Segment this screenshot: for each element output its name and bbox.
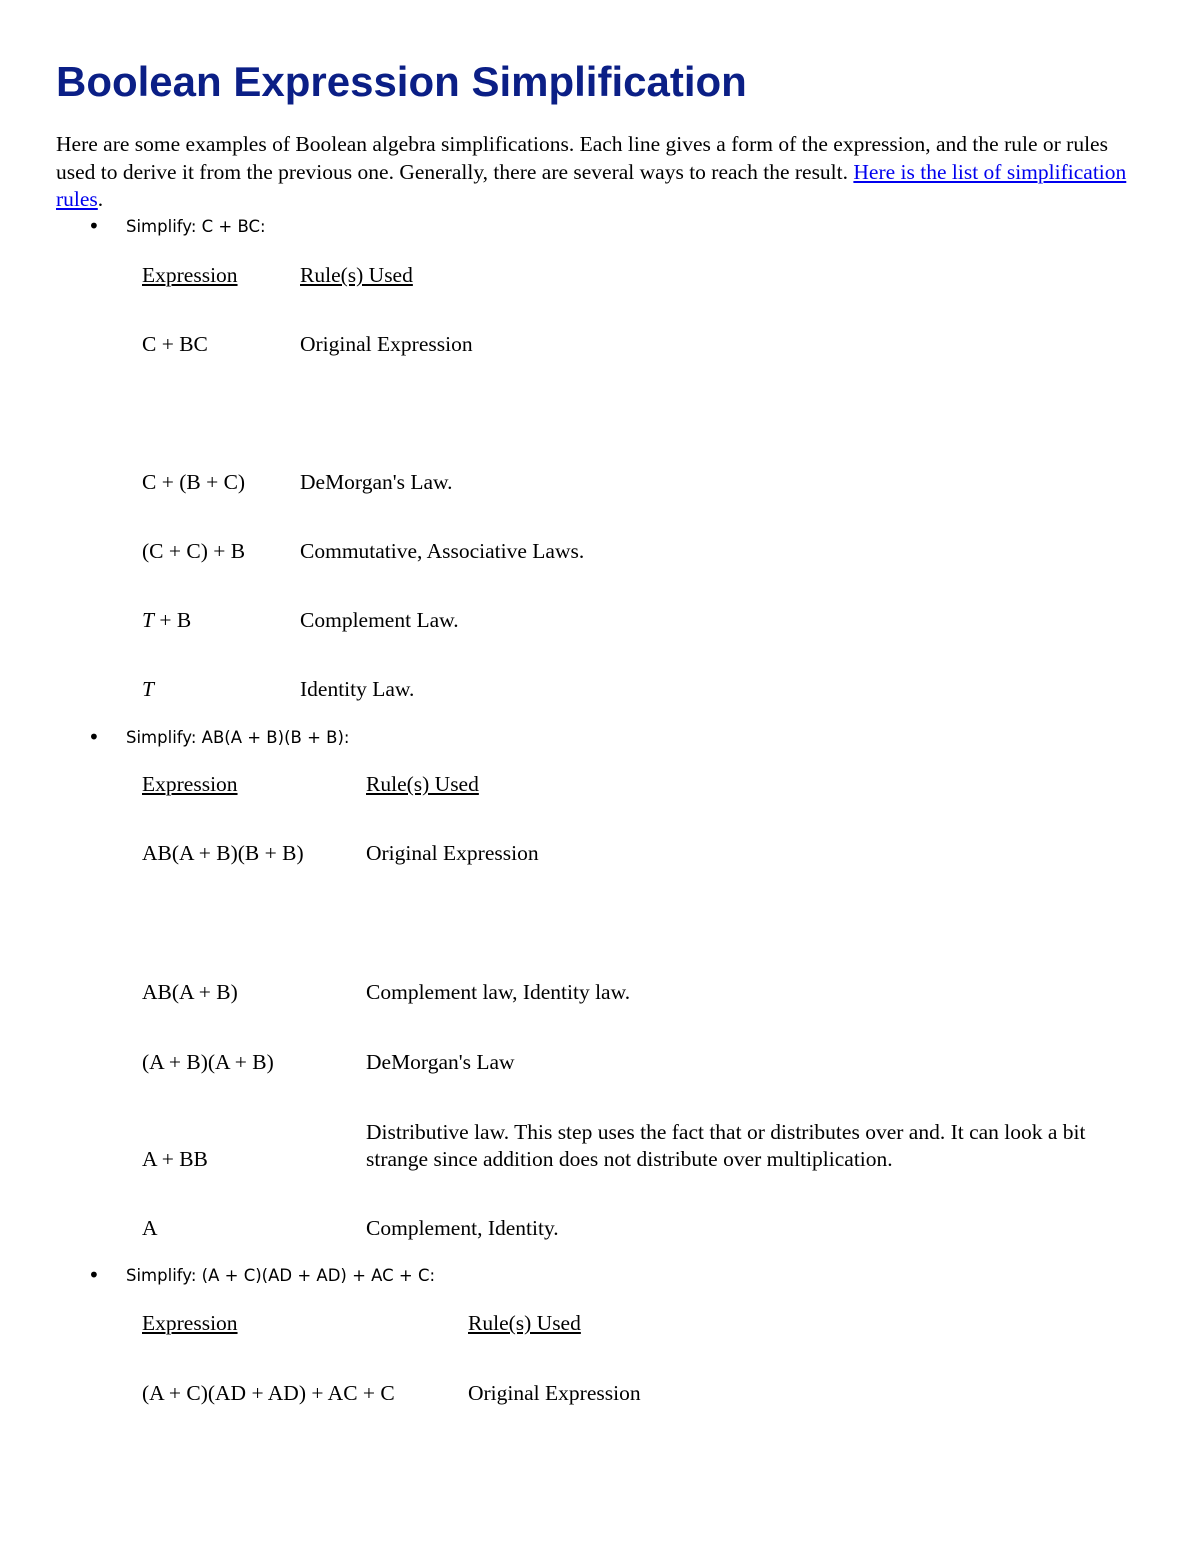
example-3-rules-header: Rule(s) Used — [468, 1311, 581, 1335]
example-1-expression-header: Expression — [142, 263, 238, 287]
example-1-row-1-rule: Original Expression — [300, 332, 473, 356]
bullet-icon: • — [88, 725, 100, 749]
example-2-expression-header: Expression — [142, 772, 238, 796]
example-2-row-5-rule: Complement, Identity. — [366, 1216, 559, 1240]
example-2-row-1-rule: Original Expression — [366, 841, 539, 865]
example-1-row-2-rule: DeMorgan's Law. — [300, 470, 453, 494]
example-1-label: Simplify: C + BC: — [126, 217, 266, 236]
example-3-row-1-rule: Original Expression — [468, 1381, 641, 1405]
intro-text: Here are some examples of Boolean algebra simplifications. Each line gives a form of the expression, and the rule or rules used to derive it from the previous one. Generally, there are several ways to reach the result. — [56, 132, 1108, 184]
bullet-icon: • — [88, 214, 100, 238]
example-2-row-2-rule: Complement law, Identity law. — [366, 980, 631, 1004]
intro-tail: . — [97, 187, 104, 211]
bullet-icon: • — [88, 1263, 100, 1287]
example-2-row-4-rule: Distributive law. This step uses the fact that or distributes over and. It can look a bit strange since addition does not distribute over multiplication. — [366, 1120, 1086, 1171]
example-1-row-3-rule: Commutative, Associative Laws. — [300, 539, 585, 563]
example-2-row-3-rule: DeMorgan's Law — [366, 1050, 515, 1074]
page-title: Boolean Expression Simplification — [56, 58, 747, 105]
example-1-row-2-expression: C + (B + C) — [142, 470, 246, 494]
example-2-row-3-expression: (A + B)(A + B) — [142, 1050, 274, 1074]
example-2-row-2-expression: AB(A + B) — [142, 980, 238, 1004]
example-1-row-1-expression: C + BC — [142, 332, 208, 356]
example-1-row-5-rule: Identity Law. — [300, 677, 415, 701]
simplification-rules-link[interactable]: Here is the list of simplification rules — [56, 159, 1127, 211]
intro-paragraph — [56, 131, 1146, 214]
example-2-row-1-expression: AB(A + B)(B + B) — [142, 841, 304, 865]
example-2-row-5-expression: A — [142, 1216, 158, 1240]
example-1-row-4-rule: Complement Law. — [300, 608, 459, 632]
example-3-label: Simplify: (A + C)(AD + AD) + AC + C: — [126, 1266, 436, 1285]
example-2-rules-header: Rule(s) Used — [366, 772, 479, 796]
example-1-row-3-expression: (C + C) + B — [142, 539, 246, 563]
example-2-label: Simplify: AB(A + B)(B + B): — [126, 728, 350, 747]
example-1-rules-header: Rule(s) Used — [300, 263, 413, 287]
example-1-row-5-expression: T — [142, 677, 154, 701]
example-3-row-1-expression: (A + C)(AD + AD) + AC + C — [142, 1381, 395, 1405]
example-2-row-4-expression: A + BB — [142, 1147, 208, 1171]
example-3-expression-header: Expression — [142, 1311, 238, 1335]
example-1-row-4-expression: T + B — [142, 608, 192, 632]
true-symbol: T — [142, 608, 154, 632]
